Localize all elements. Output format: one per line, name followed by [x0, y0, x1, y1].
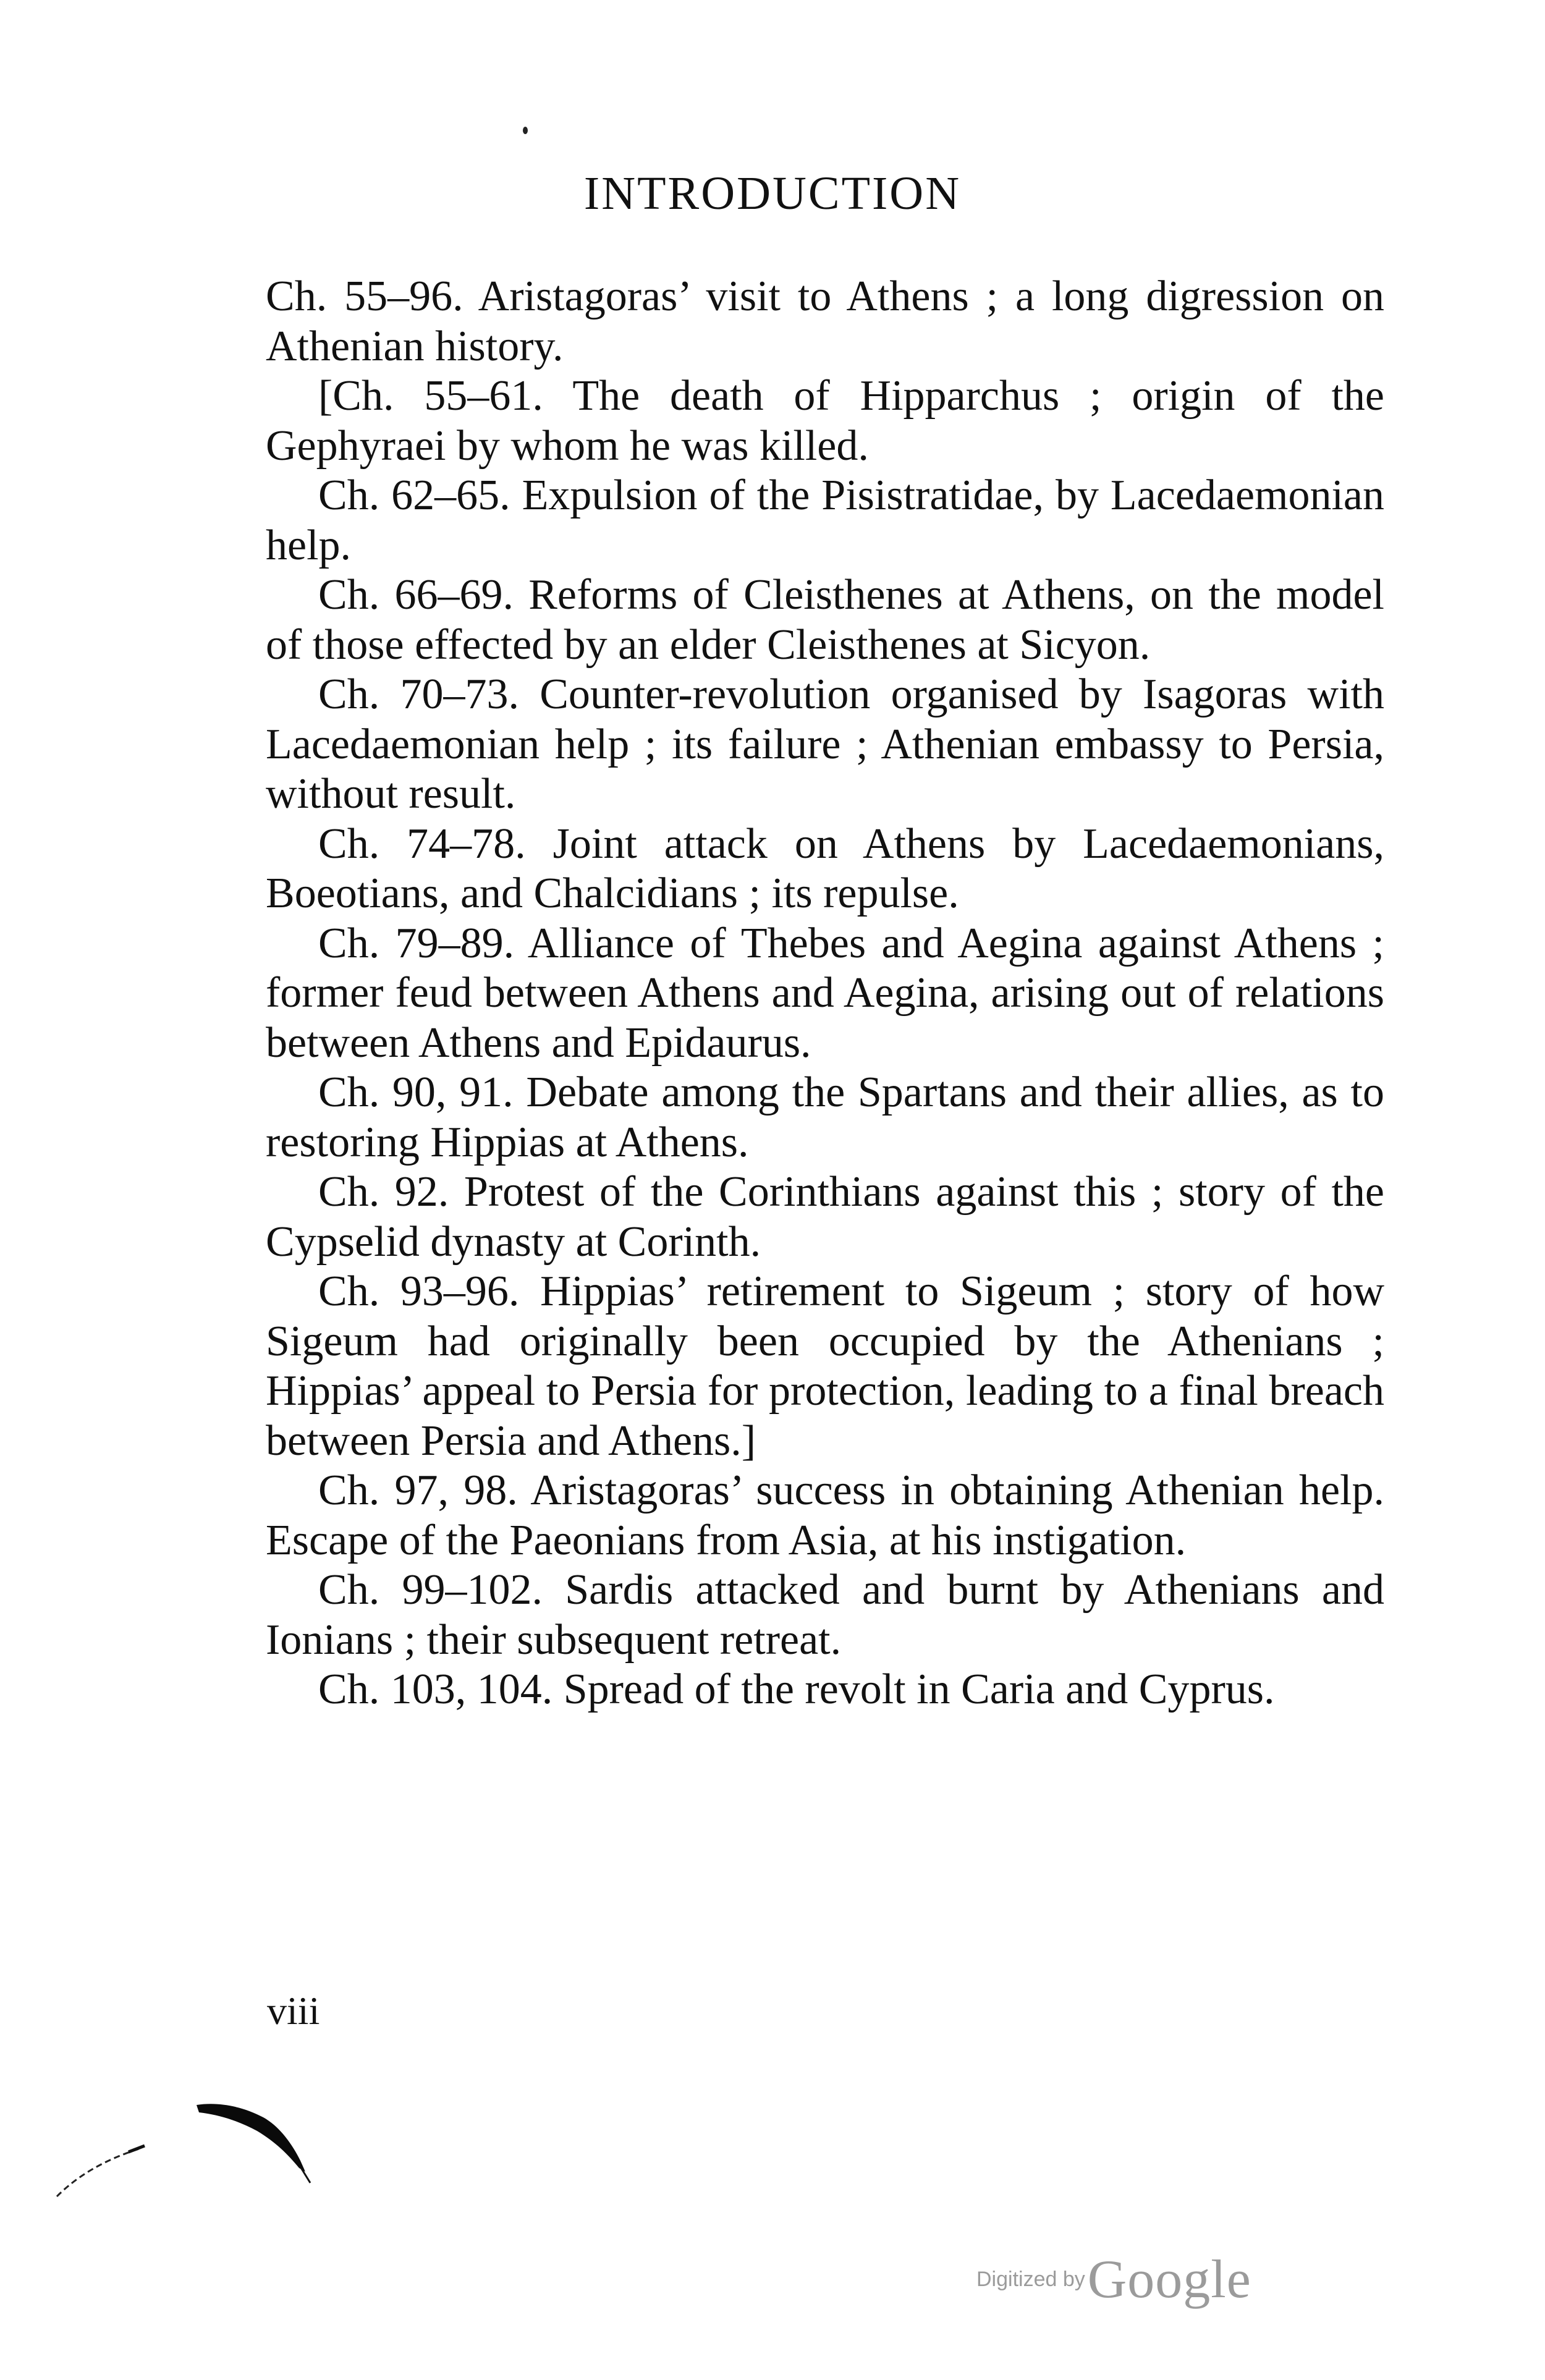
paragraph-ch-90-91: Ch. 90, 91. Debate among the Spartans and their allies, as to restoring Hippias at Athens. — [266, 1069, 1384, 1166]
paragraph-ch-55-96: Ch. 55–96. Aristagoras’ visit to Athens ; a long digression on Athenian history. — [266, 273, 1384, 370]
scan-mark-tear — [195, 2099, 313, 2185]
scan-mark-thin — [54, 2143, 147, 2199]
paragraph-ch-93-96: Ch. 93–96. Hippias’ retirement to Sigeum ; story of how Sigeum had originally been occupied by the Athenians ; Hippias’ appeal to Persia for protection, leading to a final breach between Persia and Athens.] — [266, 1268, 1384, 1465]
page-number: viii — [267, 1989, 320, 2033]
chapter-summary-text — [266, 272, 1384, 1715]
watermark-brand: Google — [1087, 2250, 1251, 2310]
paragraph-ch-55-61: [Ch. 55–61. The death of Hipparchus ; origin of the Gephyraei by whom he was killed. — [266, 372, 1384, 470]
paragraph-ch-74-78: Ch. 74–78. Joint attack on Athens by Lacedaemonians, Boeotians, and Chalcidians ; its repulse. — [266, 819, 1384, 917]
ink-speck — [523, 127, 528, 134]
paragraph-ch-66-69: Ch. 66–69. Reforms of Cleisthenes at Athens, on the model of those effected by an elder Cleisthenes at Sicyon. — [266, 571, 1384, 669]
digitized-by-google-watermark — [976, 2248, 1298, 2310]
paragraph-ch-70-73: Ch. 70–73. Counter-revolution organised by Isagoras with Lacedaemonian help ; its failure ; Athenian embassy to Persia, without result. — [266, 671, 1384, 818]
paragraph-ch-92: Ch. 92. Protest of the Corinthians against this ; story of the Cypselid dynasty at Corinth. — [266, 1168, 1384, 1266]
paragraph-ch-79-89: Ch. 79–89. Alliance of Thebes and Aegina against Athens ; former feud between Athens and Aegina, arising out of relations between Athens and Epidaurus. — [266, 919, 1384, 1067]
paragraph-ch-103-104: Ch. 103, 104. Spread of the revolt in Caria and Cyprus. — [318, 1666, 1275, 1713]
paragraph-ch-97-98: Ch. 97, 98. Aristagoras’ success in obtaining Athenian help. Escape of the Paeonians from Asia, at his instigation. — [266, 1467, 1384, 1564]
paragraph-ch-99-102: Ch. 99–102. Sardis attacked and burnt by Athenians and Ionians ; their subsequent retreat. — [266, 1566, 1384, 1664]
paragraph-ch-62-65: Ch. 62–65. Expulsion of the Pisistratidae, by Lacedaemonian help. — [266, 472, 1384, 569]
watermark-prefix: Digitized by — [976, 2268, 1085, 2291]
running-head: INTRODUCTION — [583, 167, 962, 219]
